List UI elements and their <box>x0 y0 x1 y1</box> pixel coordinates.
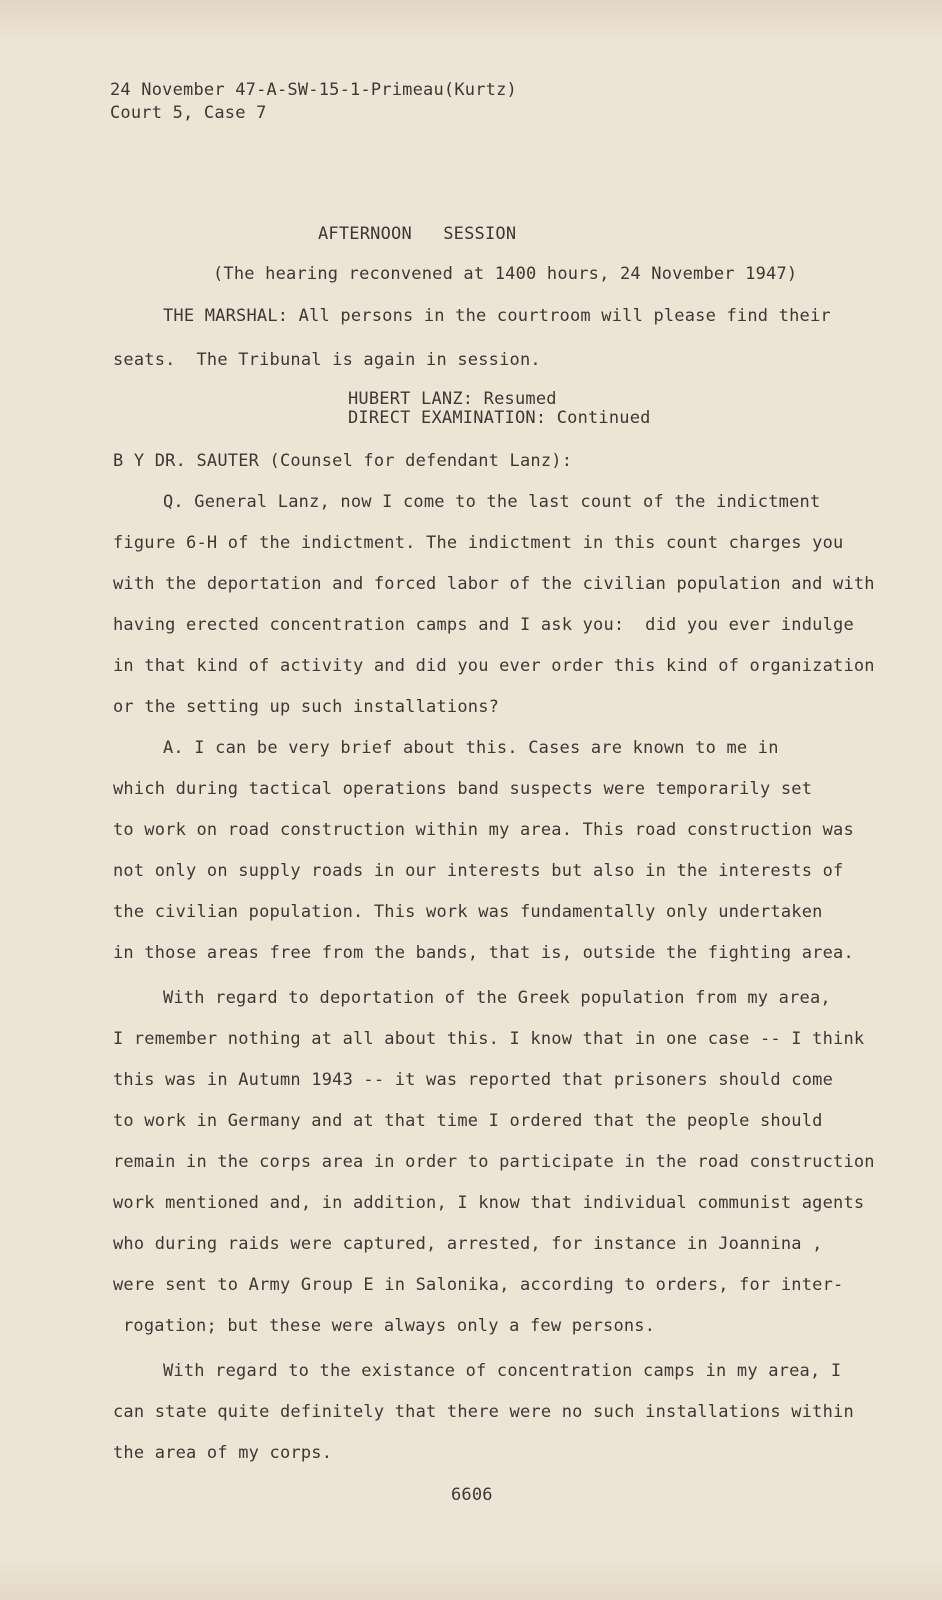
answer-line: I remember nothing at all about this. I know that in one case -- I think <box>113 1029 865 1049</box>
examination-type: DIRECT EXAMINATION: Continued <box>348 408 651 428</box>
reconvened-note: (The hearing reconvened at 1400 hours, 24 November 1947) <box>213 264 798 284</box>
witness-name: HUBERT LANZ: Resumed <box>348 389 557 409</box>
question-line: having erected concentration camps and I ask you: did you ever indulge <box>113 615 854 635</box>
question-line: figure 6-H of the indictment. The indictment in this count charges you <box>113 533 844 553</box>
answer-line: which during tactical operations band suspects were temporarily set <box>113 779 813 799</box>
page-number: 6606 <box>451 1485 493 1505</box>
header-line-2: Court 5, Case 7 <box>110 103 267 123</box>
answer-line: With regard to deportation of the Greek population from my area, <box>163 988 831 1008</box>
answer-line: in those areas free from the bands, that is, outside the fighting area. <box>113 943 854 963</box>
session-title: AFTERNOON SESSION <box>318 224 517 244</box>
answer-line: the area of my corps. <box>113 1443 333 1463</box>
answer-line: can state quite definitely that there were no such installations within <box>113 1402 854 1422</box>
question-line: in that kind of activity and did you ever order this kind of organization <box>113 656 875 676</box>
marshal-line-2: seats. The Tribunal is again in session. <box>113 350 541 370</box>
question-line: with the deportation and forced labor of the civilian population and with <box>113 574 875 594</box>
answer-line: A. I can be very brief about this. Cases are known to me in <box>163 738 779 758</box>
answer-line: work mentioned and, in addition, I know that individual communist agents <box>113 1193 865 1213</box>
answer-line: remain in the corps area in order to participate in the road construction <box>113 1152 875 1172</box>
marshal-line-1: THE MARSHAL: All persons in the courtroom will please find their <box>163 306 831 326</box>
counsel-line: B Y DR. SAUTER (Counsel for defendant Lanz): <box>113 451 573 471</box>
answer-line: to work in Germany and at that time I ordered that the people should <box>113 1111 823 1131</box>
answer-line: this was in Autumn 1943 -- it was reported that prisoners should come <box>113 1070 834 1090</box>
answer-line: With regard to the existance of concentration camps in my area, I <box>163 1361 842 1381</box>
answer-line: were sent to Army Group E in Salonika, according to orders, for inter- <box>113 1275 844 1295</box>
header-line-1: 24 November 47-A-SW-15-1-Primeau(Kurtz) <box>110 80 517 100</box>
answer-line: the civilian population. This work was fundamentally only undertaken <box>113 902 823 922</box>
question-line: Q. General Lanz, now I come to the last count of the indictment <box>163 492 821 512</box>
answer-line: rogation; but these were always only a few persons. <box>123 1316 656 1336</box>
question-line: or the setting up such installations? <box>113 697 500 717</box>
answer-line: to work on road construction within my area. This road construction was <box>113 820 854 840</box>
answer-line: who during raids were captured, arrested, for instance in Joannina , <box>113 1234 823 1254</box>
answer-line: not only on supply roads in our interests but also in the interests of <box>113 861 844 881</box>
